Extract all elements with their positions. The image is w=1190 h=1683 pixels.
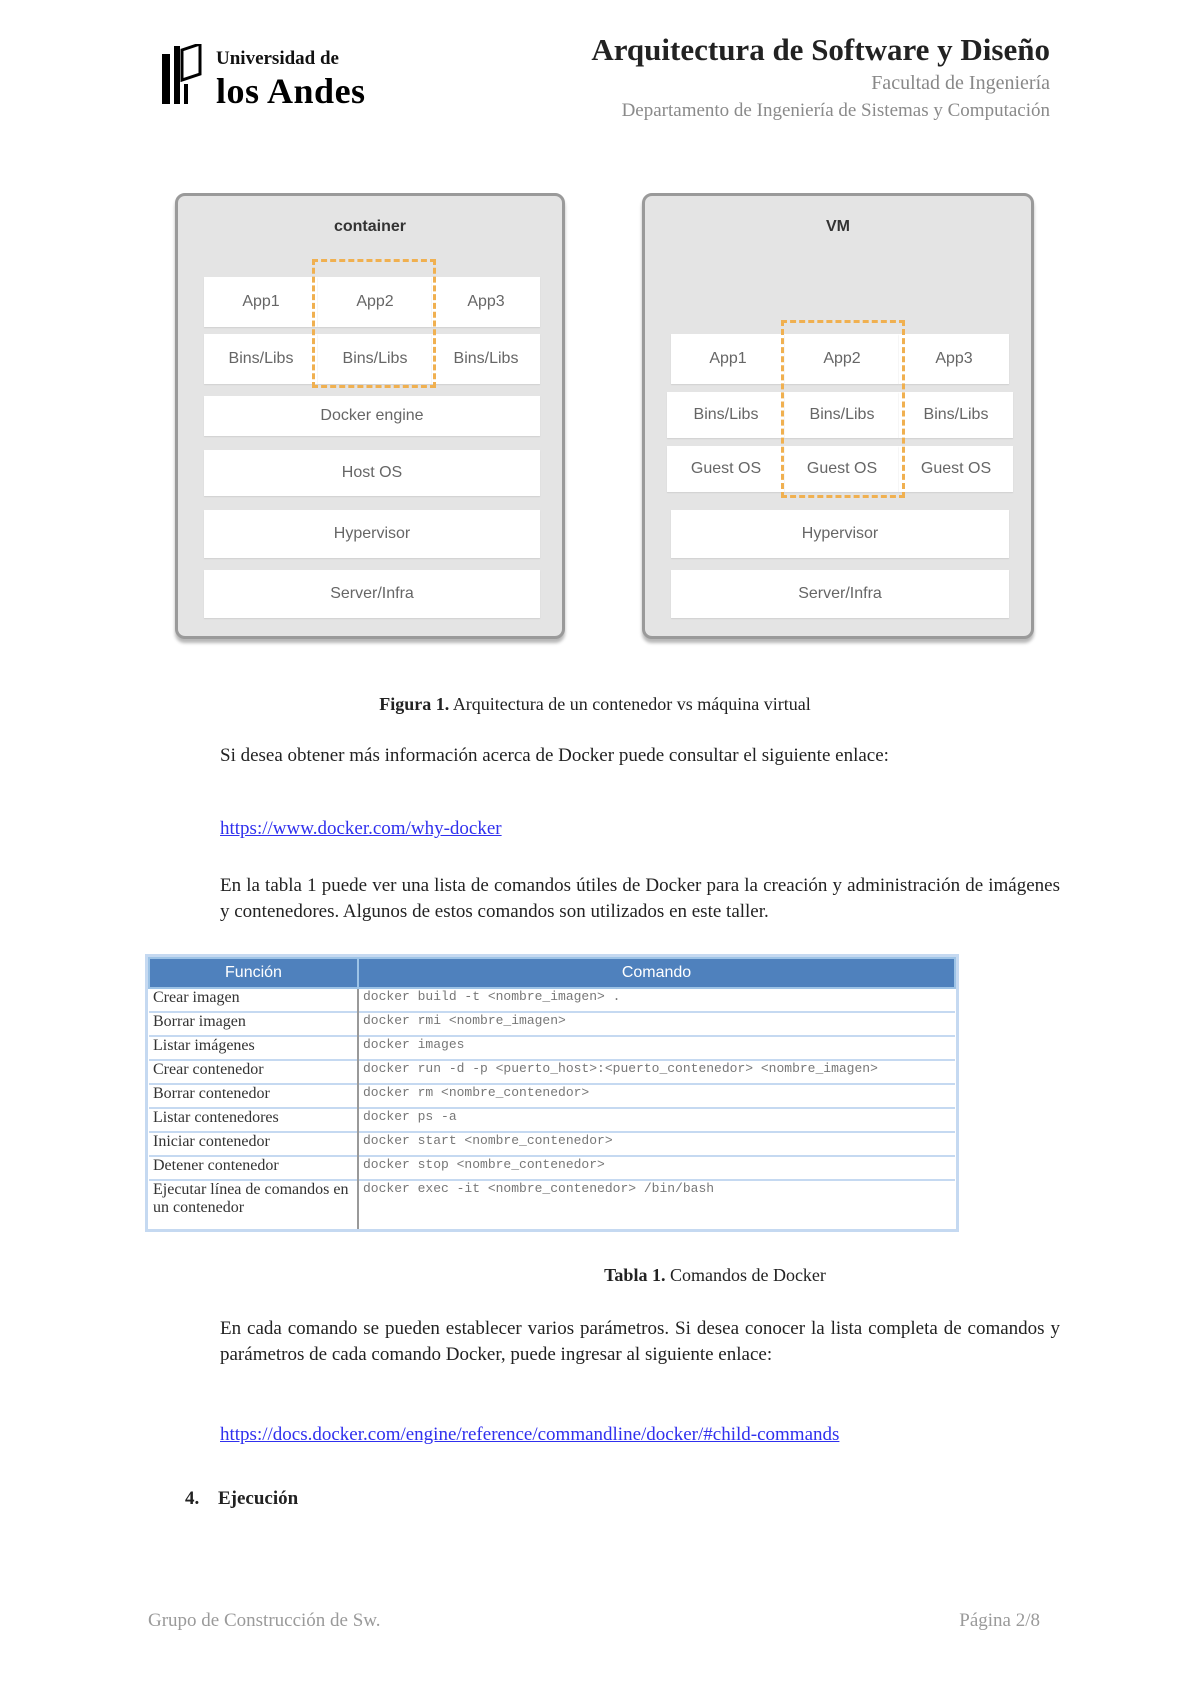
table-row [149, 1060, 955, 1084]
figure-caption-text: Arquitectura de un contenedor vs máquina virtual [452, 694, 811, 714]
vm-libs-3: Bins/Libs [899, 392, 1013, 438]
table-row [149, 1084, 955, 1108]
container-layer-hypervisor: Hypervisor [204, 510, 540, 558]
footer-page-number: Página 2/8 [959, 1610, 1040, 1631]
table-cell-function: Borrar imagen [149, 1012, 358, 1036]
docker-commands-intro: En la tabla 1 puede ver una lista de comandos útiles de Docker para la creación y administración de imágenes y contenedores. Algunos de estos comandos son utilizados en este taller. [220, 875, 1060, 922]
table-cell-function: Crear contenedor [149, 1060, 358, 1084]
table-caption-text: Comandos de Docker [669, 1265, 826, 1285]
section-heading [185, 1488, 298, 1510]
figure-caption-label: Figura 1. [379, 694, 450, 714]
container-panel-title: container [333, 218, 406, 235]
table-cell-command: docker exec -it <nombre_contenedor> /bin/bash [358, 1180, 955, 1229]
figure-caption [0, 694, 1190, 715]
table-cell-command: docker ps -a [358, 1108, 955, 1132]
table-header-function: Función [149, 958, 358, 988]
table-caption-label: Tabla 1. [604, 1265, 666, 1285]
logo-text-line2: los Andes [216, 71, 366, 111]
container-layer-host-os: Host OS [204, 450, 540, 496]
vm-app-2: App2 [785, 334, 899, 384]
table-cell-command: docker build -t <nombre_imagen> . [358, 988, 955, 1012]
container-layer-docker: Docker engine [204, 396, 540, 436]
vm-app-3: App3 [899, 334, 1009, 384]
table-cell-command: docker run -d -p <puerto_host>:<puerto_contenedor> <nombre_imagen> [358, 1060, 955, 1084]
table-cell-command: docker start <nombre_contenedor> [358, 1132, 955, 1156]
table-cell-function: Listar contenedores [149, 1108, 358, 1132]
section-number: 4. [185, 1488, 200, 1509]
vm-libs-1: Bins/Libs [667, 392, 785, 438]
vm-panel-title: VM [826, 218, 850, 235]
section-title: Ejecución [218, 1488, 299, 1509]
table-row [149, 988, 955, 1012]
table-header-command: Comando [358, 958, 955, 988]
university-logo [160, 44, 375, 112]
vm-libs-2: Bins/Libs [785, 392, 899, 438]
footer-group: Grupo de Construcción de Sw. [148, 1610, 381, 1631]
table-cell-command: docker rmi <nombre_imagen> [358, 1012, 955, 1036]
table-row [149, 1012, 955, 1036]
container-libs-2: Bins/Libs [318, 334, 432, 384]
course-title: Arquitectura de Software y Diseño [591, 32, 1050, 67]
table-row [149, 1156, 955, 1180]
container-app-1: App1 [204, 277, 318, 327]
container-app-3: App3 [432, 277, 540, 327]
vm-highlight [781, 320, 905, 498]
container-libs-1: Bins/Libs [204, 334, 318, 384]
vm-app-1: App1 [671, 334, 785, 384]
table-cell-command: docker rm <nombre_contenedor> [358, 1084, 955, 1108]
vm-guest-os-3: Guest OS [899, 446, 1013, 492]
docker-why-link[interactable]: https://www.docker.com/why-docker [220, 818, 502, 839]
vm-guest-os-2: Guest OS [785, 446, 899, 492]
container-app-2: App2 [318, 277, 432, 327]
docker-commands-table [148, 957, 956, 1229]
table-row [149, 1108, 955, 1132]
vm-diagram [642, 193, 1034, 639]
vm-layer-hypervisor: Hypervisor [671, 510, 1009, 558]
vm-guest-os-1: Guest OS [667, 446, 785, 492]
container-libs-3: Bins/Libs [432, 334, 540, 384]
department-name: Departamento de Ingeniería de Sistemas y Computación [621, 100, 1050, 121]
table-cell-function: Iniciar contenedor [149, 1132, 358, 1156]
table-cell-command: docker stop <nombre_contenedor> [358, 1156, 955, 1180]
table-header-row [149, 958, 955, 988]
vm-layer-infra: Server/Infra [671, 570, 1009, 618]
logo-text-line1: Universidad de [216, 48, 339, 69]
docker-info-paragraph: Si desea obtener más información acerca de Docker puede consultar el siguiente enlace: [220, 745, 889, 766]
table-cell-function: Detener contenedor [149, 1156, 358, 1180]
table-cell-function: Crear imagen [149, 988, 358, 1012]
container-highlight [312, 259, 436, 388]
table-row [149, 1180, 955, 1229]
container-diagram [175, 193, 565, 639]
table-cell-command: docker images [358, 1036, 955, 1060]
table-row [149, 1132, 955, 1156]
table-row [149, 1036, 955, 1060]
faculty-name: Facultad de Ingeniería [871, 72, 1050, 94]
table-caption [120, 1265, 1190, 1286]
table-cell-function: Listar imágenes [149, 1036, 358, 1060]
table-cell-function: Ejecutar línea de comandos en un contenedor [149, 1180, 358, 1229]
docker-reference-link[interactable]: https://docs.docker.com/engine/reference/commandline/docker/#child-commands [220, 1424, 840, 1445]
container-layer-infra: Server/Infra [204, 570, 540, 618]
university-crest-icon [160, 44, 204, 108]
parameters-paragraph: En cada comando se pueden establecer varios parámetros. Si desea conocer la lista completa de comandos y parámetros de cada comando Docker, puede ingresar al siguiente enlace: [220, 1318, 1060, 1365]
table-cell-function: Borrar contenedor [149, 1084, 358, 1108]
